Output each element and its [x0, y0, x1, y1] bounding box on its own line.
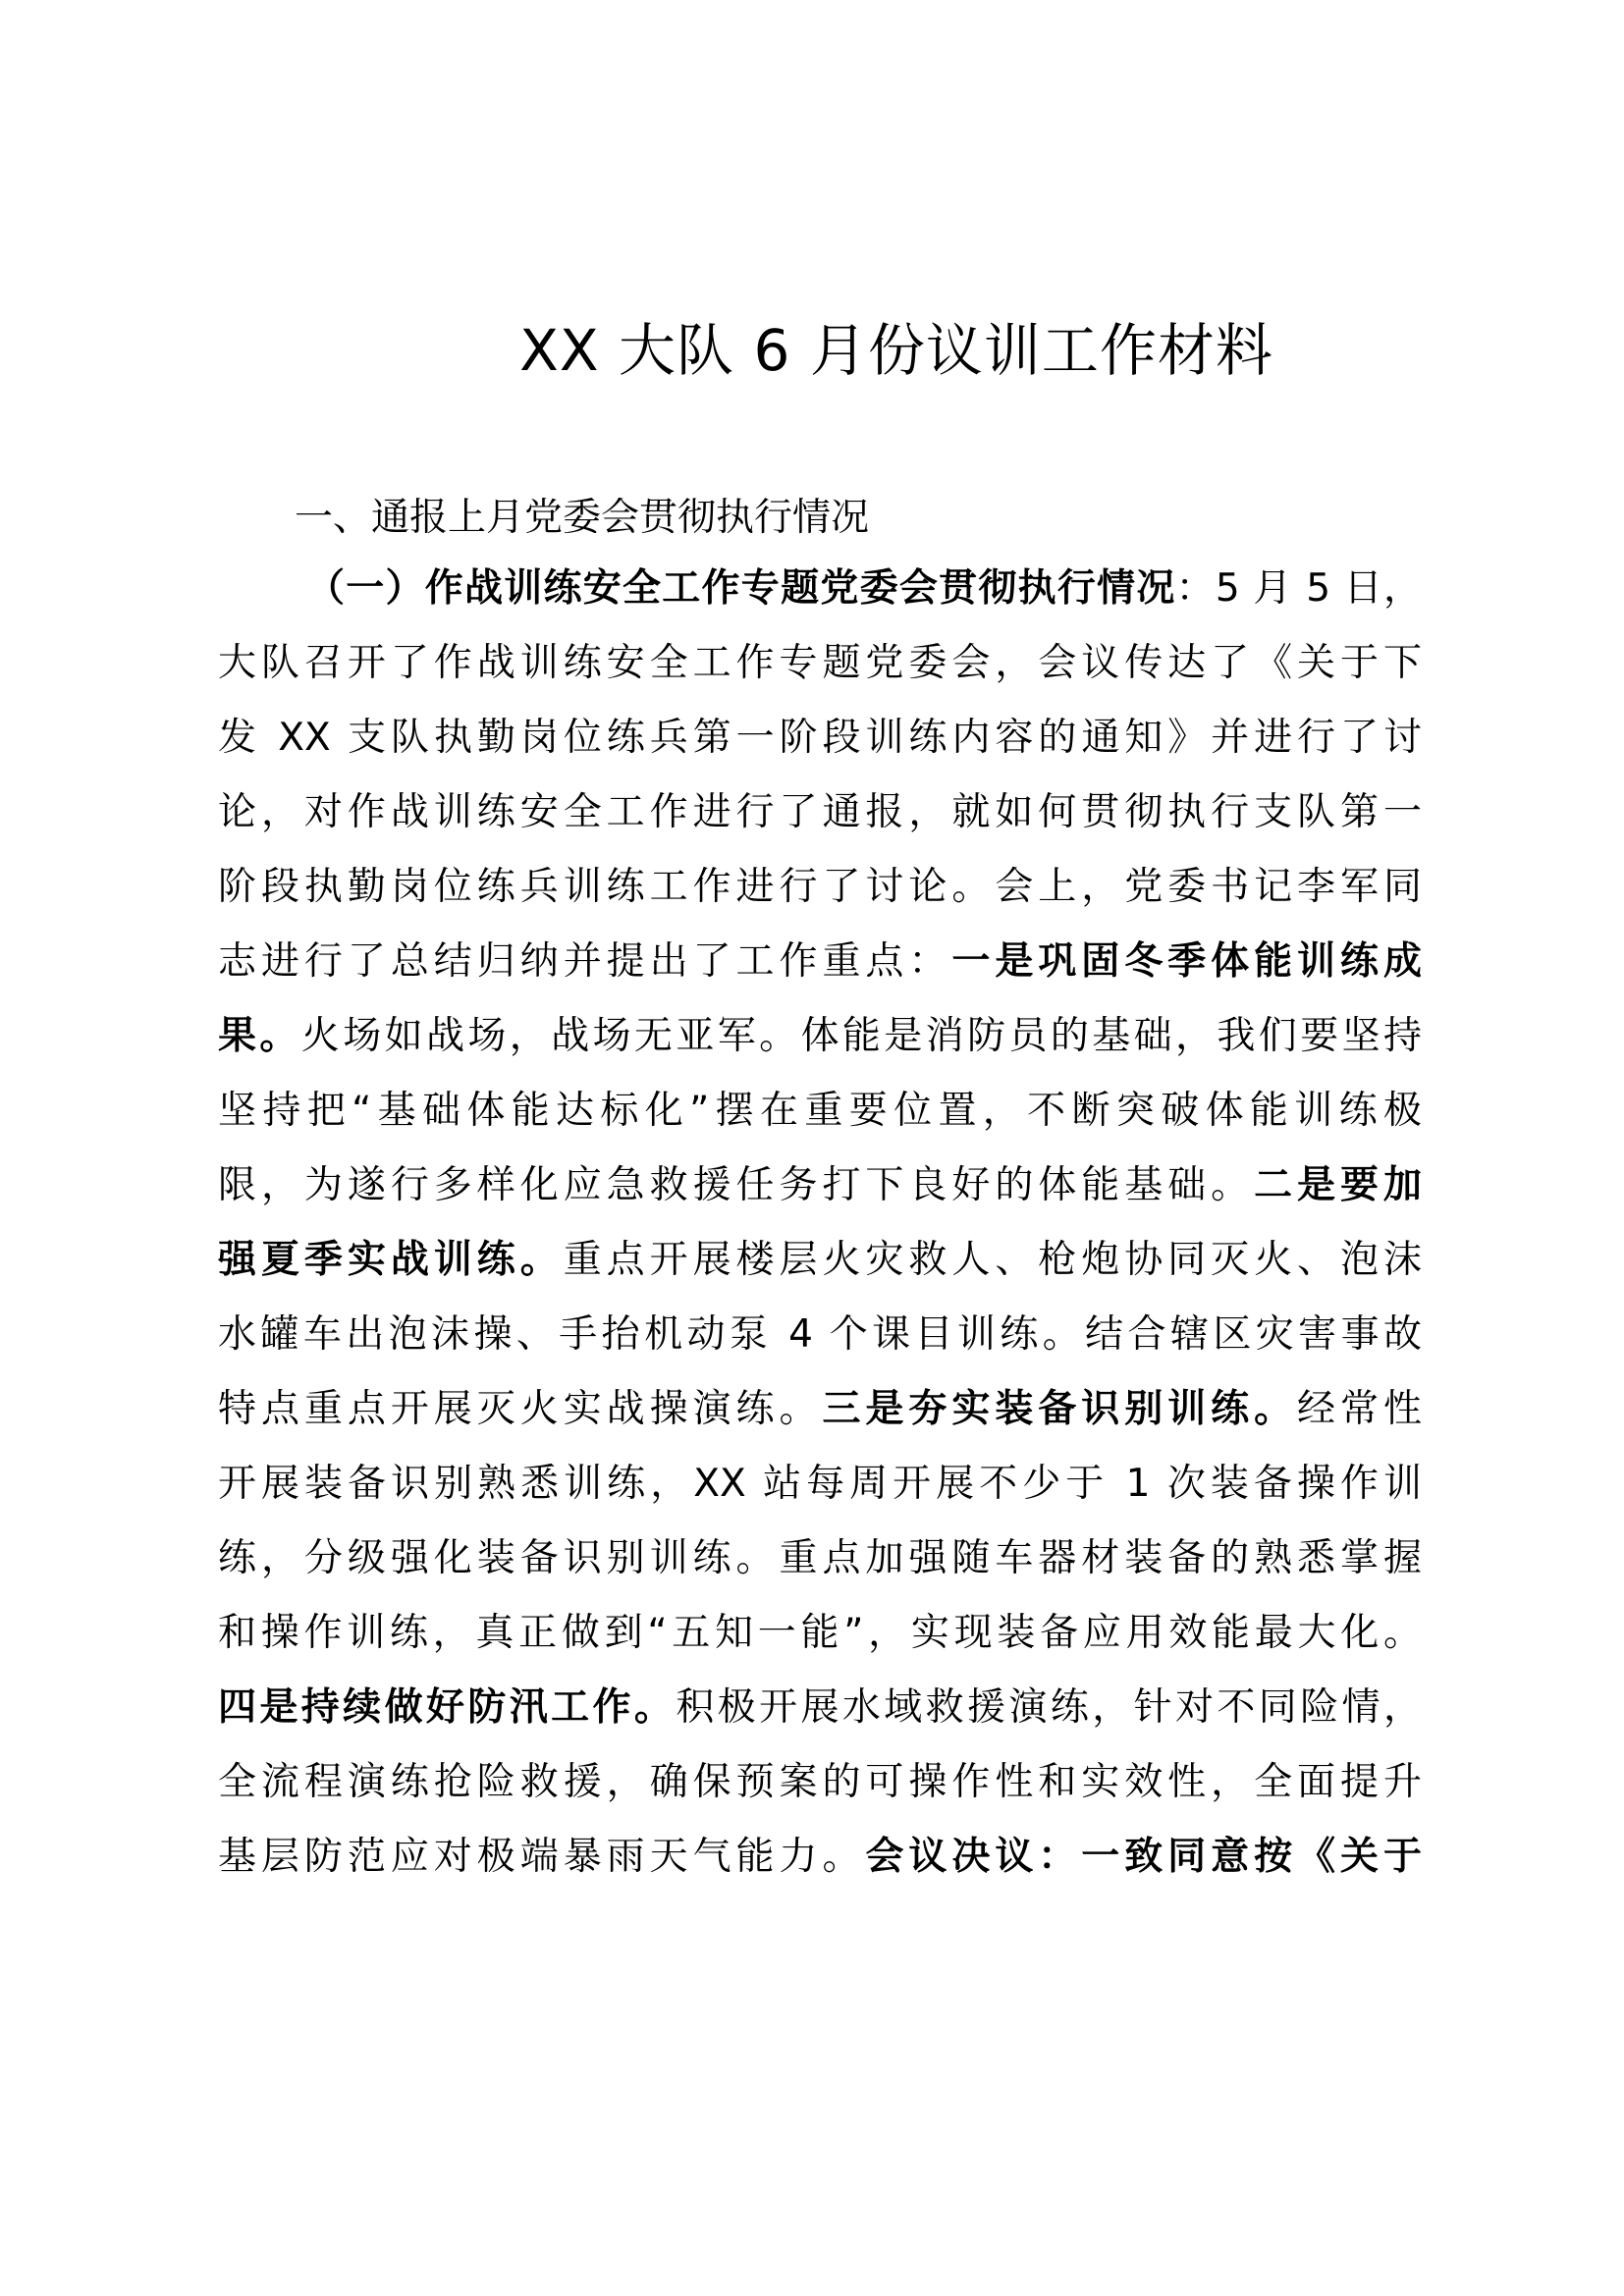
text-run: 限，为遂行多样化应急救援任务打下良好的体能基础。	[218, 1163, 1255, 1207]
paragraph-line	[218, 1755, 1422, 1810]
paragraph-line	[218, 711, 1422, 766]
paragraph-line	[218, 1158, 1422, 1213]
text-run: 全流程演练抢险救援，确保预案的可操作性和实效性，全面提升	[218, 1760, 1422, 1804]
paragraph-line	[218, 1681, 1422, 1735]
paragraph-line	[218, 1457, 1422, 1512]
text-run: 积极开展水域救援演练，针对不同险情，	[676, 1685, 1422, 1730]
paragraph-line	[218, 636, 1422, 691]
text-run: 发 XX 支队执勤岗位练兵第一阶段训练内容的通知》并进行了讨	[218, 716, 1422, 760]
paragraph-line	[218, 1084, 1422, 1139]
text-run: ：5 月 5 日，	[1175, 566, 1422, 611]
text-run: 志进行了总结归纳并提出了工作重点：	[218, 939, 952, 984]
text-run: 练，分级强化装备识别训练。重点加强随车器材装备的熟悉掌握	[218, 1536, 1422, 1580]
text-run: 大队召开了作战训练安全工作专题党委会，会议传达了《关于下	[218, 641, 1422, 685]
paragraph-line	[218, 1308, 1422, 1362]
text-run: 经常性	[1297, 1387, 1422, 1431]
bold-text-run: 三是夯实装备识别训练。	[822, 1387, 1298, 1431]
paragraph-line	[218, 1531, 1422, 1586]
paragraph-line	[218, 860, 1422, 915]
bold-text-run: 一是巩固冬季体能训练成	[951, 939, 1422, 984]
bold-text-run: 果。	[218, 1014, 301, 1058]
text-run: 开展装备识别熟悉训练，XX 站每周开展不少于 1 次装备操作训	[218, 1462, 1422, 1506]
paragraph-line	[218, 1233, 1422, 1288]
text-run: 论，对作战训练安全工作进行了通报，就如何贯彻执行支队第一	[218, 790, 1422, 834]
text-run: 坚持把“基础体能达标化”摆在重要位置，不断突破体能训练极	[218, 1089, 1422, 1133]
paragraph-line	[218, 1830, 1422, 1885]
text-run: 基层防范应对极端暴雨天气能力。	[218, 1835, 866, 1879]
paragraph-line	[306, 561, 1422, 616]
text-run: 重点开展楼层火灾救人、枪炮协同灭火、泡沫	[563, 1238, 1422, 1282]
paragraph-line	[218, 934, 1422, 989]
bold-text-run: （一）作战训练安全工作专题党委会贯彻执行情况	[306, 566, 1176, 611]
bold-text-run: 四是持续做好防汛工作。	[218, 1685, 677, 1730]
paragraph-line	[218, 1606, 1422, 1661]
paragraph-line	[218, 1382, 1422, 1437]
bold-text-run: 强夏季实战训练。	[218, 1238, 564, 1282]
paragraph-line	[218, 1009, 1422, 1064]
document-title-text: XX 大队 6 月份议训工作材料	[519, 317, 1273, 384]
text-run: 和操作训练，真正做到“五知一能”，实现装备应用效能最大化。	[218, 1611, 1422, 1655]
text-run: 火场如战场，战场无亚军。体能是消防员的基础，我们要坚持	[300, 1014, 1422, 1058]
document-title	[0, 316, 1624, 385]
text-run: 阶段执勤岗位练兵训练工作进行了讨论。会上，党委书记李军同	[218, 865, 1422, 909]
paragraph-line	[218, 785, 1422, 840]
bold-text-run: 会议决议：一致同意按《关于	[865, 1835, 1422, 1879]
text-run: 水罐车出泡沫操、手抬机动泵 4 个课目训练。结合辖区灾害事故	[218, 1312, 1422, 1357]
section-heading: 一、通报上月党委会贯彻执行情况	[295, 496, 870, 540]
bold-text-run: 二是要加	[1254, 1163, 1422, 1207]
text-run: 特点重点开展灭火实战操演练。	[218, 1387, 823, 1431]
